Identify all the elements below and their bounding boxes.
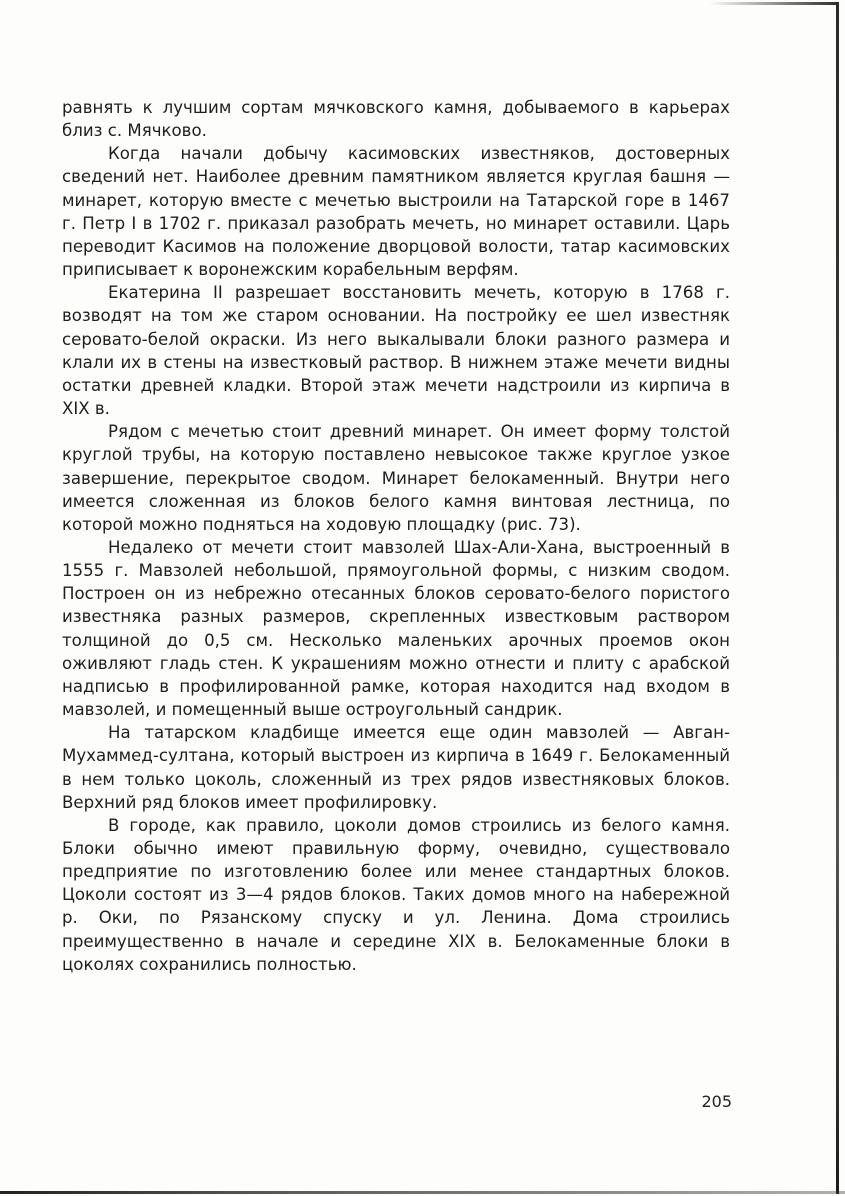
scan-edge-top [709, 2, 839, 5]
paragraph-shah-ali-mausoleum: Недалеко от мечети стоит мавзолей Шах-Али-Хана, выстроенный в 1555 г. Мавзолей небольшой, прямоугольной формы, с низким сводом. Построен он из небрежно отесанных блоков серовато-белого пористого известняка разных размеров, скрепленных известковым раствором толщиной до 0,5 см. Несколько маленьких арочных проемов окон оживляют гладь стен. К украшениям можно отнести и плиту с арабской надписью в профилированной рамке, которая находится над входом в мавзолей, и помещенный выше остроугольный сандрик. [62, 537, 730, 720]
scan-edge-bottom [0, 1191, 845, 1194]
page-number: 205 [701, 1092, 732, 1111]
paragraph-minaret: Рядом с мечетью стоит древний минарет. Он имеет форму толстой круглой трубы, на которую поставлено невысокое также круглое узкое завершение, перекрытое сводом. Минарет белокаменный. Внутри него имеется сложенная из блоков белого камня винтовая лестница, по которой можно подняться на ходовую площадку (рис. 73). [62, 422, 730, 534]
paragraph-kasimov-limestone: Когда начали добычу касимовских известняков, достоверных сведений нет. Наиболее древним памятником является круглая башня — минарет, которую вместе с мечетью выстроили на Татарской горе в 1467 г. Петр I в 1702 г. приказал разобрать мечеть, но минарет оставили. Царь переводит Касимов на положение дворцовой волости, татар касимовских приписывает к воронежским корабельным верфям. [62, 144, 730, 280]
paragraph-house-plinths: В городе, как правило, цоколи домов строились из белого камня. Блоки обычно имеют правильную форму, очевидно, существовало предприятие по изготовлению более или менее стандартных блоков. Цоколи состоят из 3—4 рядов блоков. Таких домов много на набережной р. Оки, по Рязанскому спуску и ул. Ленина. Дома строились преимущественно в начале и середине XIX в. Белокаменные блоки в цоколях сохранились полностью. [62, 815, 730, 974]
scan-edge-right [836, 2, 839, 1194]
paragraph-continuation: равнять к лучшим сортам мячковского камня, добываемого в карьерах близ с. Мячково. [62, 98, 730, 141]
paragraph-avgan-mausoleum: На татарском кладбище имеется еще один мавзолей — Авган-Мухаммед-султана, который выстроен из кирпича в 1649 г. Белокаменный в нем только цоколь, сложенный из трех рядов известняковых блоков. Верхний ряд блоков имеет профилировку. [62, 723, 730, 812]
paragraph-catherine-mosque: Екатерина II разрешает восстановить мечеть, которую в 1768 г. возводят на том же старом основании. На постройку ее шел известняк серовато-белой окраски. Из него выкалывали блоки разного размера и клали их в стены на известковый раствор. В нижнем этаже мечети видны остатки древней кладки. Второй этаж мечети надстроили из кирпича в XIX в. [62, 283, 730, 419]
body-text [62, 96, 730, 976]
